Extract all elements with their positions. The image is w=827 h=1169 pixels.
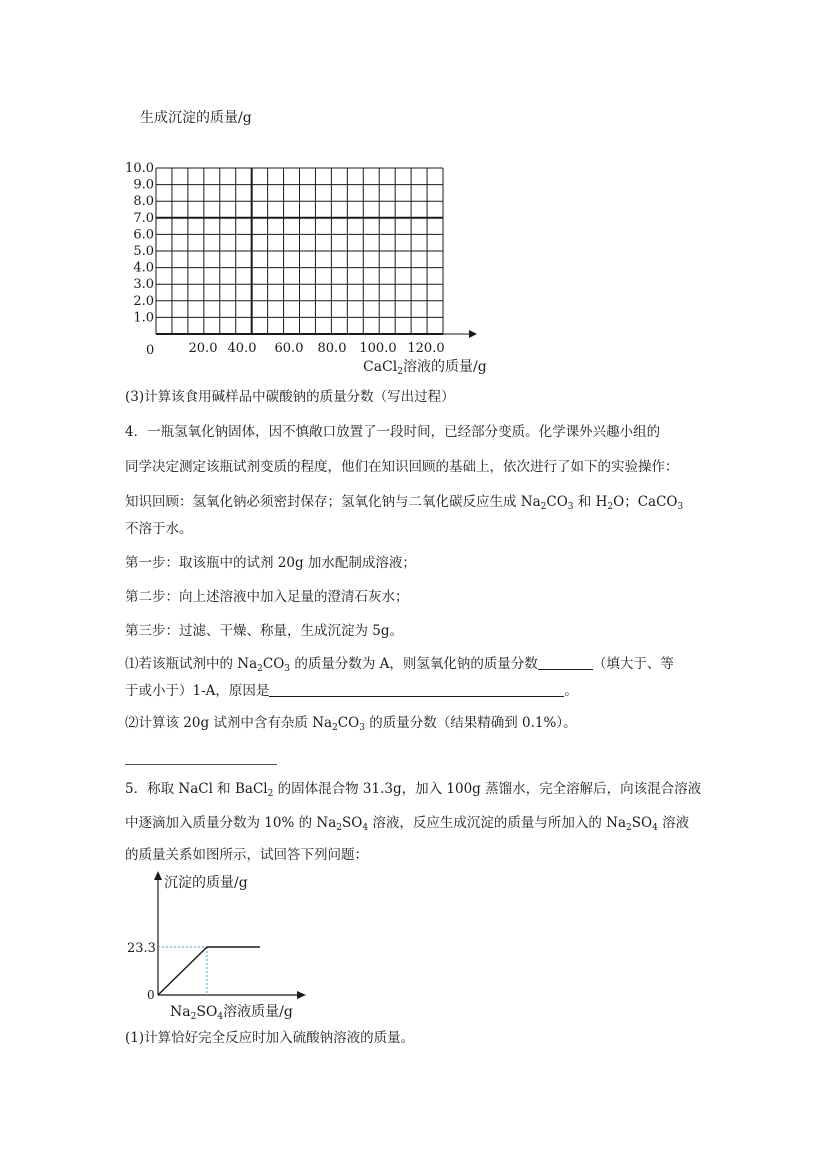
q4-subquestion-2: ⑵计算该 20g 试剂中含有杂质 $Na_2CO_3$ 的质量分数（结果精确到 0.1%）。 <box>125 715 577 733</box>
chart1-origin-label: 0 <box>146 343 155 358</box>
chart2-precipitate-line <box>158 947 260 995</box>
chart2-y-value-label: 23.3 <box>127 941 156 956</box>
answer-blank-1[interactable] <box>538 655 593 670</box>
chart1-y-tick-label: 8.0 <box>133 194 154 210</box>
precipitate-grid-chart <box>125 100 505 380</box>
chart2-x-axis-label: $Na_2SO_4$溶液质量/g <box>170 1004 293 1022</box>
q4-step-3: 第三步：过滤、干燥、称量，生成沉淀为 5g。 <box>125 623 404 639</box>
barium-sulfate-chart <box>125 868 325 1023</box>
chart1-y-tick-label: 10.0 <box>125 161 154 176</box>
chart1-x-arrowhead <box>469 330 477 338</box>
chart1-y-tick-labels <box>125 161 154 325</box>
answer-line[interactable] <box>125 764 277 765</box>
chart1-y-tick-label: 4.0 <box>133 260 154 276</box>
q4-line-4: 不溶于水。 <box>125 521 193 537</box>
chart1-x-tick-label: 80.0 <box>317 341 347 356</box>
chart1-y-tick-label: 9.0 <box>133 177 154 193</box>
chart1-x-tick-label: 60.0 <box>274 341 304 356</box>
chart1-x-tick-label: 120.0 <box>407 341 445 356</box>
chart1-grid <box>156 168 443 334</box>
q4-line-3: 知识回顾：氢氧化钠必须密封保存；氢氧化钠与二氧化碳反应生成 $Na_2CO_3$ 和 $H_2O$；CaCO$_3$ <box>125 494 684 512</box>
q4-line-2: 同学决定测定该瓶试剂变质的程度，他们在知识回顾的基础上，依次进行了如下的实验操作： <box>125 459 679 475</box>
q5-line-2: 中逐滴加入质量分数为 10% 的 $Na_2SO_4$ 溶液，反应生成沉淀的质量与所加入的 $Na_2SO_4$ 溶液 <box>125 815 690 833</box>
chart1-y-tick-label: 2.0 <box>133 293 154 309</box>
chart1-x-tick-label: 40.0 <box>227 341 257 356</box>
answer-blank-2[interactable] <box>269 682 564 697</box>
chart1-y-tick-label: 1.0 <box>133 310 154 326</box>
chart1-x-axis-label: CaCl$_2$溶液的质量/g <box>363 359 487 377</box>
chart1-y-axis-label: 生成沉淀的质量/g <box>140 110 252 126</box>
chart1-y-tick-label: 5.0 <box>133 244 154 259</box>
q4-subquestion-1: ⑴若该瓶试剂中的 $Na_2CO_3$ 的质量分数为 A，则氢氧化钠的质量分数 （填大于、等 <box>125 656 674 674</box>
question-3-part-3: (3)计算该食用碱样品中碳酸钠的质量分数（写出过程） <box>125 389 455 405</box>
chart1-x-tick-labels <box>189 341 445 356</box>
chart1-y-tick-label: 3.0 <box>133 277 154 293</box>
chart2-x-arrowhead <box>297 991 306 999</box>
q4-step-2: 第二步：向上述溶液中加入足量的澄清石灰水； <box>125 589 409 605</box>
chart1-x-tick-label: 100.0 <box>359 341 397 356</box>
q5-line-1: 5．称取 NaCl 和 BaCl$_2$ 的固体混合物 31.3g，加入 100g 蒸馏水，完全溶解后，向该混合溶液 <box>125 781 702 799</box>
chart2-origin-label: 0 <box>147 988 155 1002</box>
q4-subquestion-1-cont: 于或小于）1-A，原因是 。 <box>125 683 578 699</box>
chart2-y-arrowhead <box>154 871 162 880</box>
chart1-y-tick-label: 7.0 <box>133 210 154 226</box>
q4-step-1: 第一步：取该瓶中的试剂 20g 加水配制成溶液； <box>125 555 416 571</box>
q4-line-1: 4．一瓶氢氧化钠固体，因不慎敞口放置了一段时间，已经部分变质。化学课外兴趣小组的 <box>125 424 661 440</box>
q5-subquestion-1: (1)计算恰好完全反应时加入硫酸钠溶液的质量。 <box>125 1030 415 1046</box>
chart1-x-tick-label: 20.0 <box>188 341 218 356</box>
chart2-y-axis-label: 沉淀的质量/g <box>164 875 248 891</box>
chart1-y-tick-label: 6.0 <box>133 227 154 243</box>
q5-line-3: 的质量关系如图所示，试回答下列问题： <box>125 847 368 863</box>
